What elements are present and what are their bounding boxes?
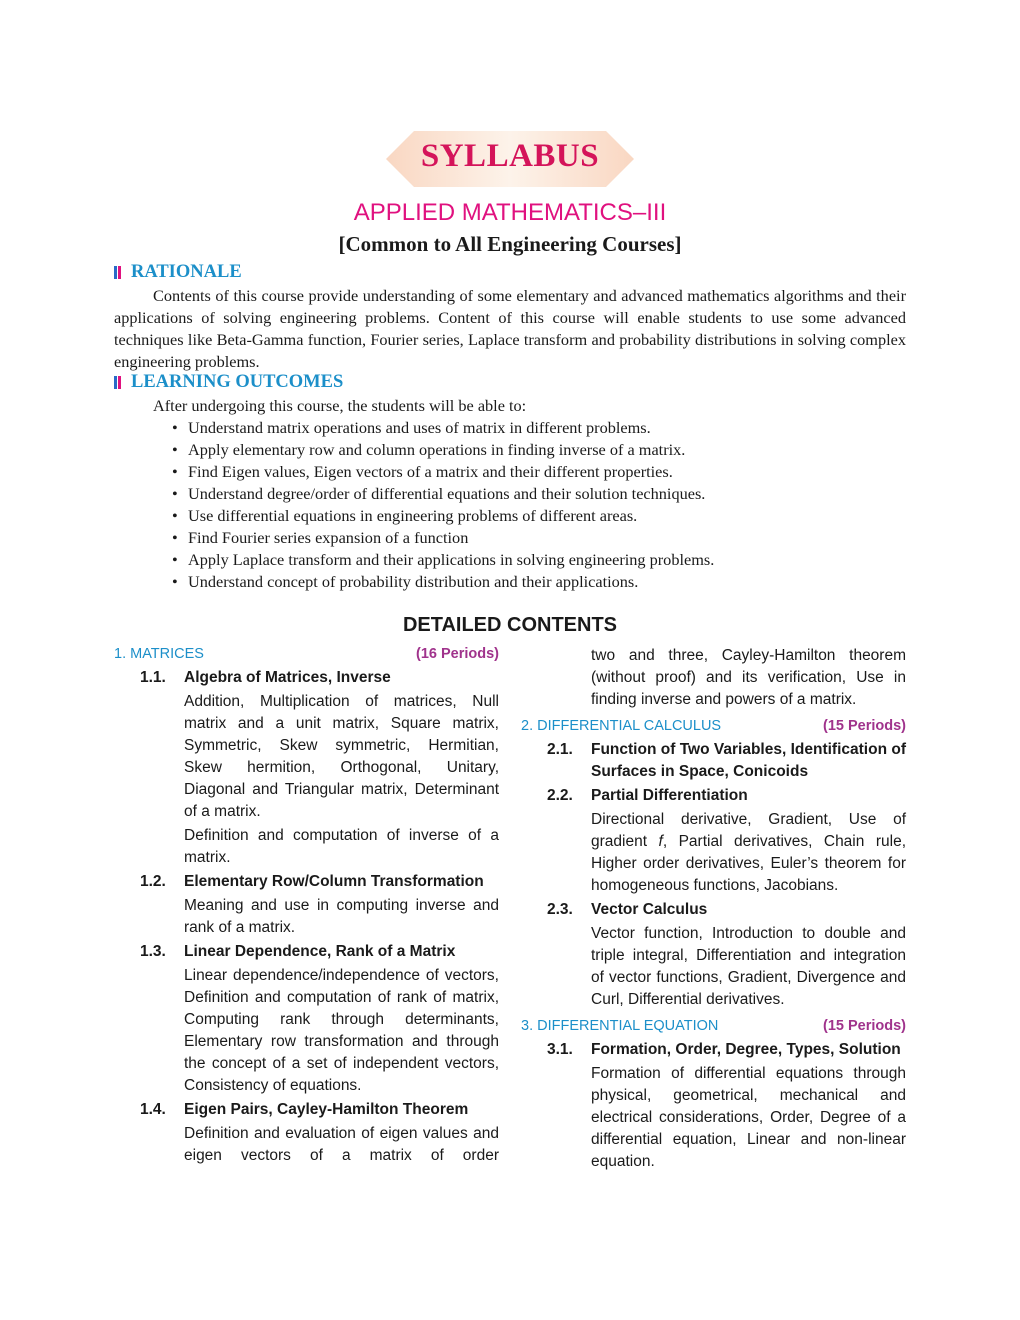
topic-number: 1.2. [140, 873, 166, 890]
banner-title: SYLLABUS [420, 138, 600, 174]
unit-title: 1. MATRICES [114, 646, 204, 662]
topic-heading [140, 941, 499, 963]
topic-title: Linear Dependence, Rank of a Matrix [184, 943, 456, 960]
topic-description: Meaning and use in computing inverse and rank of a matrix. [184, 897, 499, 936]
list-item: • Find Eigen values, Eigen vectors of a matrix and their different properties. [172, 461, 714, 483]
learning-outcomes-heading [114, 372, 343, 393]
topic-number: 1.1. [140, 669, 166, 686]
left-column [114, 643, 499, 1167]
learning-outcomes-intro: After undergoing this course, the students will be able to: [153, 396, 527, 415]
topic-title: Elementary Row/Column Transformation [184, 873, 484, 890]
section-marker-icon [114, 266, 121, 279]
topic-title: Eigen Pairs, Cayley-Hamilton Theorem [184, 1101, 469, 1118]
function-symbol: f [658, 833, 663, 850]
topic-title: Algebra of Matrices, Inverse [184, 669, 391, 686]
unit-periods: (16 Periods) [416, 646, 499, 662]
topic-number: 3.1. [547, 1041, 573, 1058]
topic-number: 2.1. [547, 741, 573, 758]
description-text: Directional derivative, Gradient, Use of gradient [591, 811, 906, 850]
topic-title: Formation, Order, Degree, Types, Solution [591, 1041, 901, 1058]
right-column [521, 645, 906, 1173]
topic-description-continued: two and three, Cayley-Hamilton theorem (without proof) and its verification, Use in finding inverse and powers of a matrix. [591, 647, 906, 708]
unit-periods: (15 Periods) [823, 1018, 906, 1034]
list-item: • Understand degree/order of differential equations and their solution techniques. [172, 483, 714, 505]
rationale-paragraph [114, 285, 906, 373]
list-item: • Find Fourier series expansion of a function [172, 527, 714, 549]
topic-description: Vector function, Introduction to double and triple integral, Differentiation and integration of vector functions, Gradient, Divergence and Curl, Differential derivatives. [591, 925, 906, 1008]
topic-heading [547, 785, 906, 807]
topic-number: 1.3. [140, 943, 166, 960]
unit-periods: (15 Periods) [823, 718, 906, 734]
rationale-heading-text: RATIONALE [131, 262, 242, 282]
unit-heading [521, 715, 906, 737]
topic-number: 1.4. [140, 1101, 166, 1118]
topic-title: Vector Calculus [591, 901, 708, 918]
unit-heading [521, 1015, 906, 1037]
list-item: • Understand matrix operations and uses of matrix in different problems. [172, 417, 714, 439]
topic-title: Function of Two Variables, Identification of Surfaces in Space, Conicoids [591, 741, 906, 780]
subject-subtitle: [Common to All Engineering Courses] [338, 232, 682, 256]
description-text: , Partial derivatives, Chain rule, Higher order derivatives, Euler’s theorem for homogeneous functions, Jacobians. [591, 833, 906, 894]
list-item: • Apply elementary row and column operations in finding inverse of a matrix. [172, 439, 714, 461]
learning-outcomes-heading-text: LEARNING OUTCOMES [131, 372, 344, 392]
syllabus-banner [386, 131, 634, 187]
topic-description [591, 809, 906, 897]
topic-heading [140, 871, 499, 893]
section-marker-icon [114, 376, 121, 389]
topic-heading [547, 899, 906, 921]
topic-heading [547, 1039, 906, 1061]
topic-description: Addition, Multiplication of matrices, Null matrix and a unit matrix, Square matrix, Symmetric, Skew symmetric, Hermitian, Skew hermition, Orthogonal, Unitary, Diagonal and Triangular matrix, Determinant of a matrix. [184, 693, 499, 820]
rationale-text: Contents of this course provide understanding of some elementary and advanced mathematics algorithms and their applications of solving engineering problems. Content of this course will enable students to use some advanced techniques like Beta-Gamma function, Fourier series, Laplace transform and probability distributions in solving complex engineering problems. [114, 286, 906, 371]
topic-title: Partial Differentiation [591, 787, 748, 804]
learning-outcomes-list [172, 417, 714, 593]
topic-description: Formation of differential equations through physical, geometrical, mechanical and electrical considerations, Order, Degree of a differential equation, Linear and non-linear equation. [591, 1065, 906, 1170]
topic-description: Linear dependence/independence of vectors, Definition and computation of rank of matrix, Computing rank through determinants, Elementary row transformation and through the concept of a set of independent vectors, Consistency of equations. [184, 967, 499, 1094]
topic-heading [140, 667, 499, 689]
topic-description: Definition and computation of inverse of a matrix. [184, 827, 499, 866]
topic-heading [140, 1099, 499, 1121]
unit-heading [114, 643, 499, 665]
unit-title: 3. DIFFERENTIAL EQUATION [521, 1018, 719, 1034]
list-item: • Understand concept of probability distribution and their applications. [172, 571, 714, 593]
topic-number: 2.3. [547, 901, 573, 918]
unit-title: 2. DIFFERENTIAL CALCULUS [521, 718, 722, 734]
detailed-contents-heading: DETAILED CONTENTS [402, 614, 618, 636]
subject-title: APPLIED MATHEMATICS–III [353, 199, 667, 226]
rationale-heading [114, 262, 242, 283]
list-item: • Apply Laplace transform and their applications in solving engineering problems. [172, 549, 714, 571]
topic-heading [547, 739, 906, 783]
topic-number: 2.2. [547, 787, 573, 804]
topic-description: Definition and evaluation of eigen values and eigen vectors of a matrix of order [184, 1125, 499, 1164]
list-item: • Use differential equations in engineering problems of different areas. [172, 505, 714, 527]
